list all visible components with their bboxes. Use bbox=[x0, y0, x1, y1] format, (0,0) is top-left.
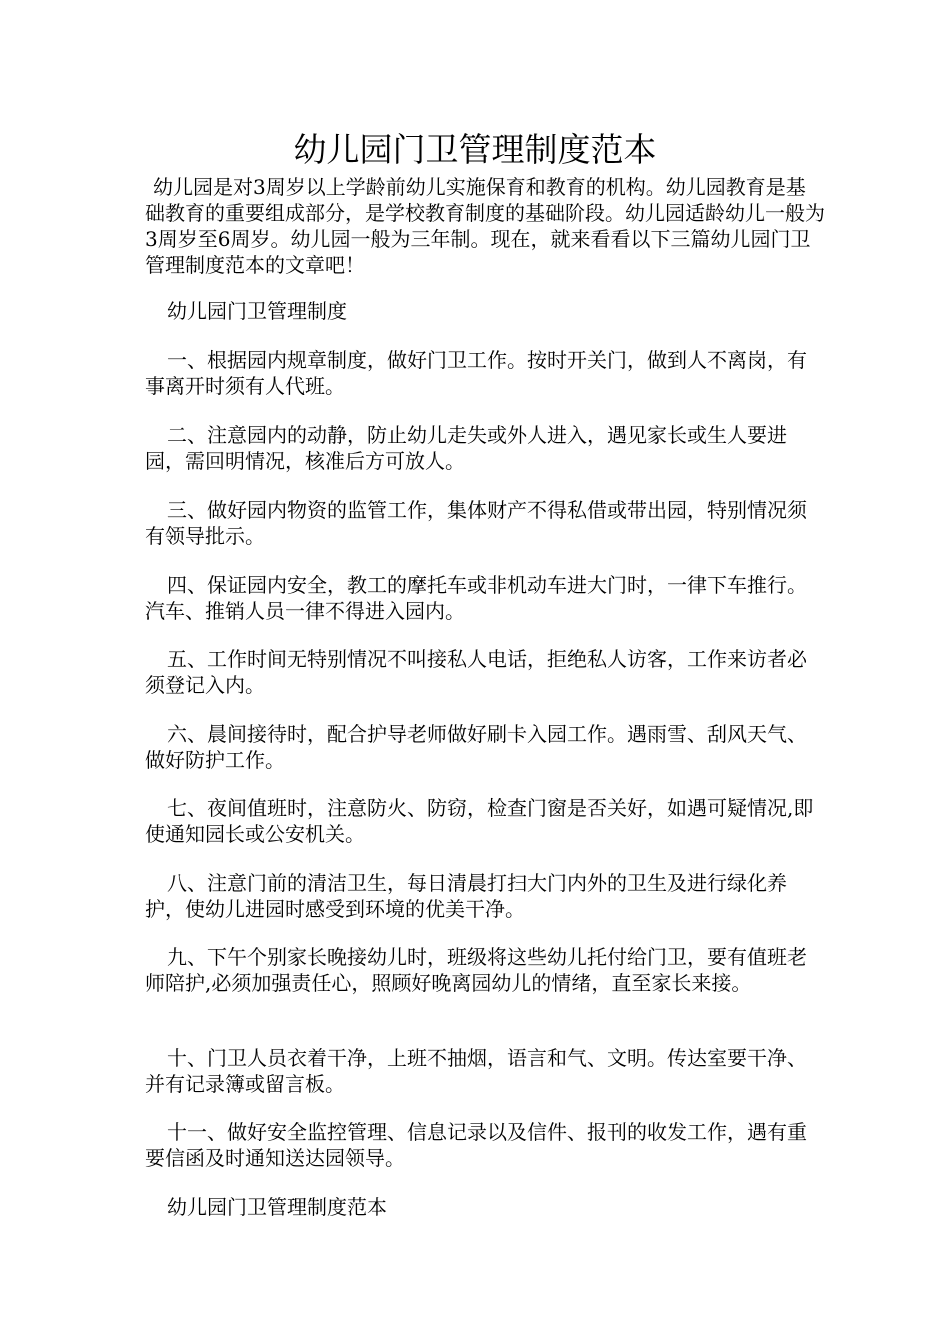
intro-paragraph: 幼儿园是对3周岁以上学龄前幼儿实施保育和教育的机构。幼儿园教育是基础教育的重要组成部分，是学校教育制度的基础阶段。幼儿园适龄幼儿一般为3周岁至6周岁。幼儿园一般为三年制。现在，就来看看以下三篇幼儿园门卫管理制度范本的文章吧！ bbox=[145, 175, 825, 277]
section-heading: 幼儿园门卫管理制度 bbox=[167, 299, 347, 323]
rule-paragraph: 八、注意门前的清洁卫生，每日清晨打扫大门内外的卫生及进行绿化养护，使幼儿进园时感受到环境的优美干净。 bbox=[145, 871, 787, 921]
closing-heading: 幼儿园门卫管理制度范本 bbox=[167, 1195, 387, 1219]
rule-paragraph: 四、保证园内安全，教工的摩托车或非机动车进大门时，一律下车推行。汽车、推销人员一律不得进入园内。 bbox=[145, 573, 807, 623]
rule-paragraph: 九、下午个别家长晚接幼儿时，班级将这些幼儿托付给门卫，要有值班老师陪护,必须加强责任心，照顾好晚离园幼儿的情绪，直至家长来接。 bbox=[145, 945, 807, 995]
rule-paragraph: 六、晨间接待时，配合护导老师做好刷卡入园工作。遇雨雪、刮风天气、做好防护工作。 bbox=[145, 722, 807, 772]
rule-paragraph: 五、工作时间无特别情况不叫接私人电话，拒绝私人访客，工作来访者必须登记入内。 bbox=[145, 647, 807, 697]
rule-paragraph: 二、注意园内的动静，防止幼儿走失或外人进入，遇见家长或生人要进园，需回明情况，核准后方可放人。 bbox=[145, 423, 787, 473]
rule-paragraph: 十一、做好安全监控管理、信息记录以及信件、报刊的收发工作，遇有重要信函及时通知送达园领导。 bbox=[145, 1120, 807, 1170]
rule-paragraph: 一、根据园内规章制度，做好门卫工作。按时开关门，做到人不离岗，有事离开时须有人代班。 bbox=[145, 348, 807, 398]
rule-paragraph: 三、做好园内物资的监管工作，集体财产不得私借或带出园，特别情况须有领导批示。 bbox=[145, 498, 807, 548]
rule-paragraph: 七、夜间值班时，注意防火、防窃，检查门窗是否关好，如遇可疑情况,即使通知园长或公安机关。 bbox=[145, 796, 814, 846]
document-title: 幼儿园门卫管理制度范本 bbox=[293, 130, 657, 169]
rule-paragraph: 十、门卫人员衣着干净，上班不抽烟，语言和气、文明。传达室要干净、并有记录簿或留言板。 bbox=[145, 1046, 807, 1096]
